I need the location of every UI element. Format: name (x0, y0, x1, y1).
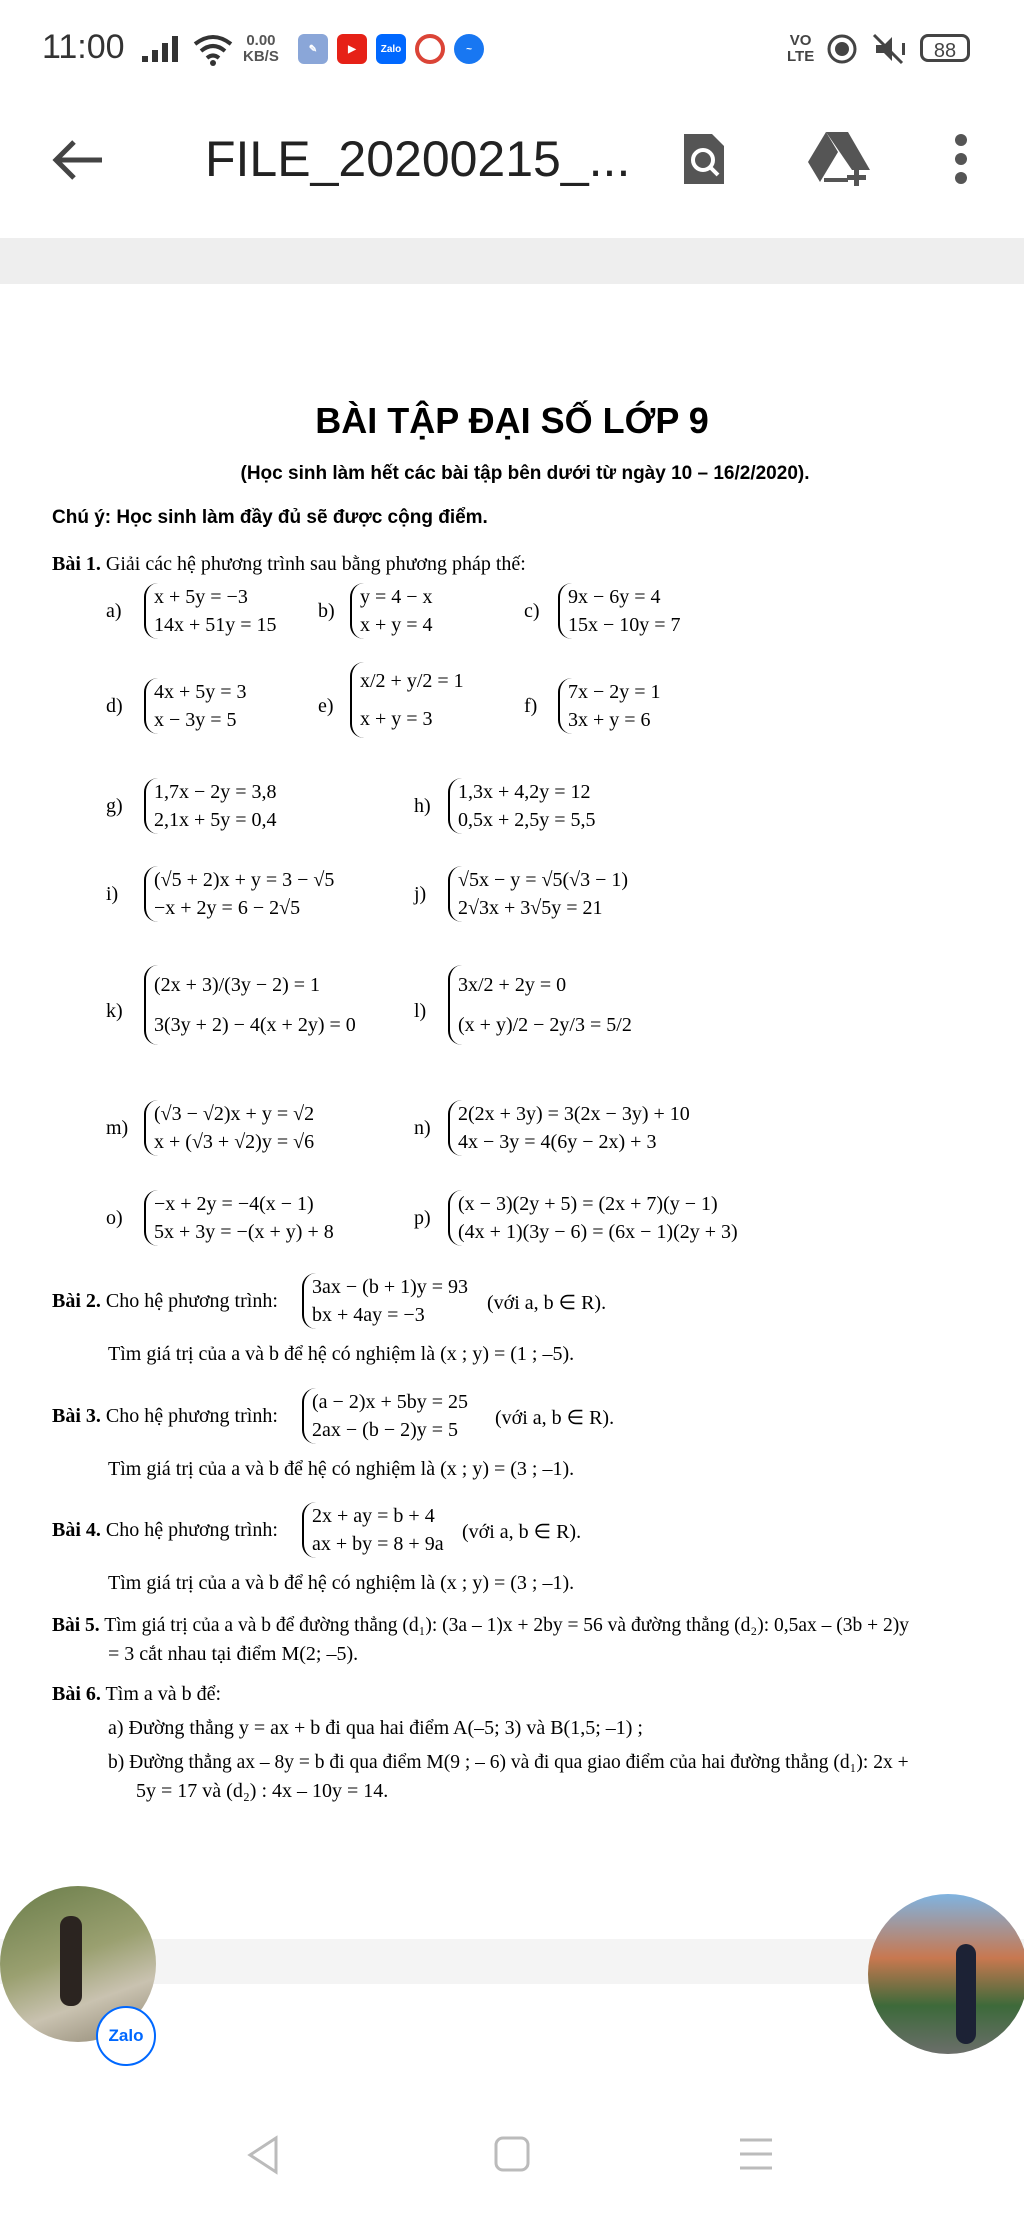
chrome-icon (415, 34, 445, 64)
equation-system: (√5 + 2)x + y = 3 − √5 −x + 2y = 6 − 2√5 (144, 866, 334, 922)
sys-label: g) (106, 795, 123, 817)
file-title: FILE_20200215_... (205, 131, 631, 187)
equation-system: 1,7x − 2y = 3,8 2,1x + 5y = 0,4 (144, 778, 277, 834)
bai3-condition: (với a, b ∈ R). (495, 1407, 615, 1429)
sys-label: f) (524, 695, 538, 717)
bai3-heading: Bài 3. Cho hệ phương trình: (52, 1405, 278, 1427)
sys-label: c) (524, 600, 540, 622)
equation-system: 3x/2 + 2y = 0 (x + y)/2 − 2y/3 = 5/2 (448, 965, 632, 1045)
bai4-question: Tìm giá trị của a và b để hệ có nghiệm là (x ; y) = (3 ; –1). (108, 1572, 575, 1594)
doc-note: Chú ý: Học sinh làm đầy đủ sẽ được cộng điểm. (52, 507, 488, 528)
sys-label: o) (106, 1207, 123, 1229)
zalo-icon: Zalo (376, 34, 406, 64)
sys-label: a) (106, 600, 122, 622)
bai2-condition: (với a, b ∈ R). (487, 1292, 607, 1314)
navigation-bar (0, 2080, 1024, 2219)
bai3-question: Tìm giá trị của a và b để hệ có nghiệm là (x ; y) = (3 ; –1). (108, 1458, 575, 1480)
equation-system: x + 5y = −3 14x + 51y = 15 (144, 583, 277, 639)
bai6-part-b: b) Đường thẳng ax – 8y = b đi qua điểm M(9 ; – 6) và đi qua giao điểm của hai đường thẳng (d₁): 2x + (108, 1752, 909, 1773)
equation-system: 9x − 6y = 4 15x − 10y = 7 (558, 583, 681, 639)
equation-system: √5x − y = √5(√3 − 1) 2√3x + 3√5y = 21 (448, 866, 628, 922)
equation-system: 4x + 5y = 3 x − 3y = 5 (144, 678, 247, 734)
equation-system: (a − 2)x + 5by = 25 2ax − (b − 2)y = 5 (302, 1388, 468, 1444)
notification-icons (298, 34, 484, 64)
do-not-disturb-icon (826, 33, 858, 65)
clock: 11:00 (42, 28, 125, 66)
add-to-drive-icon[interactable] (808, 130, 874, 186)
signal-icon (142, 36, 184, 62)
bai2-question: Tìm giá trị của a và b để hệ có nghiệm là (x ; y) = (1 ; –5). (108, 1343, 575, 1365)
more-options-icon[interactable] (954, 134, 968, 184)
wifi-icon (193, 34, 233, 66)
person-figure (60, 1916, 82, 2006)
bai5-text-cont: = 3 cắt nhau tại điểm M(2; –5). (108, 1643, 359, 1665)
bai4-heading: Bài 4. Cho hệ phương trình: (52, 1519, 278, 1541)
broom-app-icon: ✎ (298, 34, 328, 64)
sys-label: h) (414, 795, 431, 817)
nav-menu-icon[interactable] (738, 2136, 774, 2172)
bai6-heading: Bài 6. Tìm a và b để: (52, 1683, 222, 1705)
equation-system: 3ax − (b + 1)y = 93 bx + 4ay = −3 (302, 1273, 468, 1329)
bai4-condition: (với a, b ∈ R). (462, 1521, 582, 1543)
equation-system: x/2 + y/2 = 1 x + y = 3 (350, 662, 464, 738)
nav-back-icon[interactable] (246, 2135, 280, 2175)
doc-subtitle: (Học sinh làm hết các bài tập bên dưới từ ngày 10 – 16/2/2020). (240, 463, 810, 484)
bai6-part-a: a) Đường thẳng y = ax + b đi qua hai điểm A(–5; 3) và B(1,5; –1) ; (108, 1717, 643, 1739)
equation-system: (2x + 3)/(3y − 2) = 1 3(3y + 2) − 4(x + 2y) = 0 (144, 965, 356, 1045)
status-bar (0, 0, 1024, 100)
volte-indicator: VO LTE (787, 32, 815, 65)
chat-bubble-avatar-2[interactable] (868, 1894, 1024, 2054)
bai2-heading: Bài 2. Cho hệ phương trình: (52, 1290, 278, 1312)
equation-system: 2x + ay = b + 4 ax + by = 8 + 9a (302, 1502, 444, 1558)
sys-label: i) (106, 883, 119, 905)
equation-system: (√3 − √2)x + y = √2 x + (√3 + √2)y = √6 (144, 1100, 314, 1156)
equation-system: 1,3x + 4,2y = 12 0,5x + 2,5y = 5,5 (448, 778, 596, 834)
nav-home-icon[interactable] (494, 2136, 530, 2172)
equation-system: 2(2x + 3y) = 3(2x − 3y) + 10 4x − 3y = 4(6y − 2x) + 3 (448, 1100, 690, 1156)
bai5-text: Bài 5. Tìm giá trị của a và b để đường thẳng (d₁): (3a – 1)x + 2by = 56 và đường thẳng (d₂): 0,5ax – (3b + 2)y (52, 1615, 910, 1636)
sys-label: m) (106, 1117, 129, 1139)
equation-system: 7x − 2y = 1 3x + y = 6 (558, 678, 661, 734)
search-document-icon[interactable] (680, 132, 728, 186)
battery-indicator: 88 (920, 34, 970, 62)
sys-label: n) (414, 1117, 431, 1139)
sys-label: b) (318, 600, 335, 622)
back-arrow-icon[interactable] (52, 140, 104, 180)
bai1-heading: Bài 1. Giải các hệ phương trình sau bằng phương pháp thế: (52, 553, 526, 575)
equation-system: −x + 2y = −4(x − 1) 5x + 3y = −(x + y) + 8 (144, 1190, 334, 1246)
person-figure (956, 1944, 976, 2044)
bai6-part-b-cont: 5y = 17 và (d₂) : 4x – 10y = 14. (136, 1780, 389, 1802)
zalo-badge[interactable]: Zalo (96, 2006, 156, 2066)
sys-label: e) (318, 695, 334, 717)
youtube-icon: ▶ (337, 34, 367, 64)
net-speed: 0.00 KB/S (243, 32, 279, 65)
equation-system: y = 4 − x x + y = 4 (350, 583, 433, 639)
toolbar-shadow (0, 238, 1024, 284)
equation-system: (x − 3)(2y + 5) = (2x + 7)(y − 1) (4x + 1)(3y − 6) = (6x − 1)(2y + 3) (448, 1190, 738, 1246)
sys-label: d) (106, 695, 123, 717)
doc-title: BÀI TẬP ĐẠI SỐ LỚP 9 (315, 400, 709, 441)
mute-icon (872, 33, 912, 65)
sys-label: l) (414, 1000, 427, 1022)
messenger-icon: ~ (454, 34, 484, 64)
sys-label: p) (414, 1207, 431, 1229)
sys-label: k) (106, 1000, 123, 1022)
sys-label: j) (414, 883, 427, 905)
